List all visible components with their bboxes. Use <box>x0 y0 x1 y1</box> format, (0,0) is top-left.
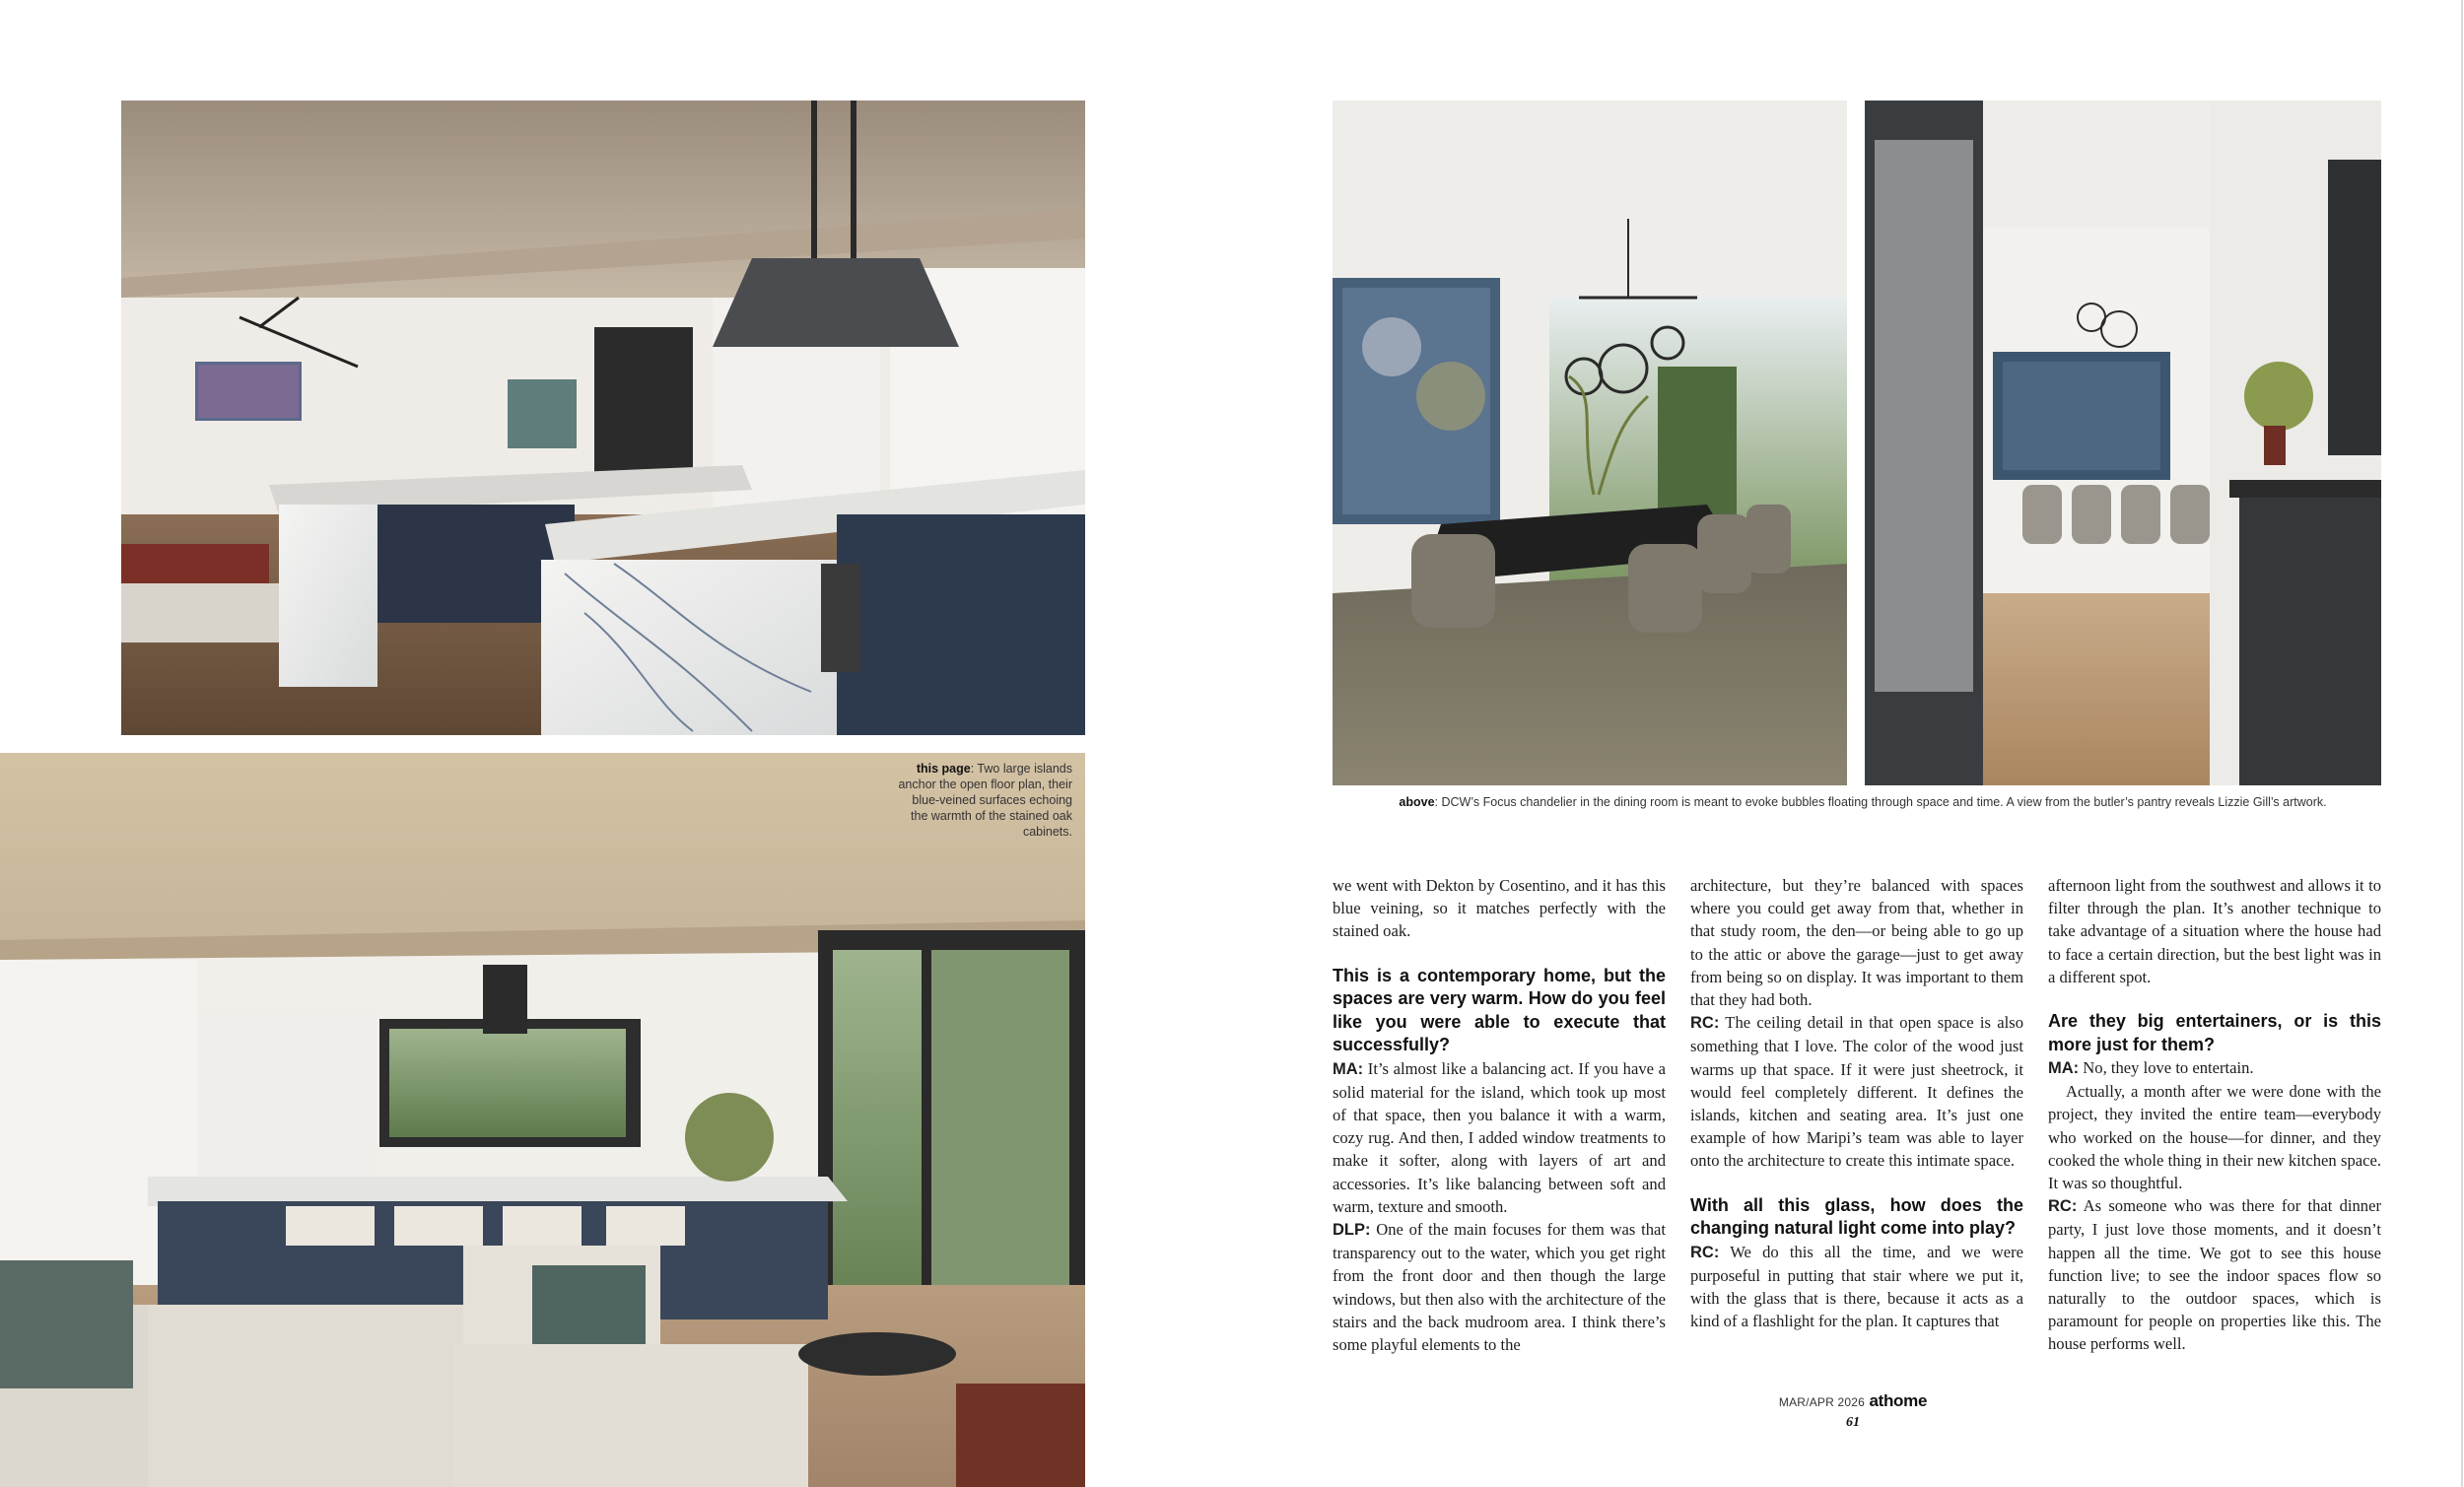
kitchen-islands-photo <box>121 101 1085 735</box>
answer-text: As someone who was there for that dinner party, I just love those moments, and it doesn’t happen all the time. We got to see this house function live; to see the indoor spaces flow so naturally to the outdoor spaces, which is paramount for people on properties like this. The house performs well. <box>2048 1196 2381 1354</box>
speaker-label: MA: <box>1333 1059 1364 1078</box>
answer-paragraph <box>2048 1194 2381 1355</box>
body-paragraph: architecture, but they’re balanced with spaces where you could get away from that, whether in that study room, the den—or being able to go up to the attic or above the garage—just to get away from being so on display. It was important to them that they had both. <box>1690 876 2023 1010</box>
answer-text: We do this all the time, and we were purposeful in putting that stair where we put it, with the glass that is there, because it acts as a kind of a flashlight for the plan. It captures that <box>1690 1242 2023 1331</box>
butlers-pantry-view-photo <box>1865 101 2381 785</box>
speaker-label: DLP: <box>1333 1221 1371 1240</box>
speaker-label: RC: <box>1690 1243 1720 1261</box>
article-column-1 <box>1333 874 1666 1356</box>
interview-question: With all this glass, how does the changing natural light come into play? <box>1690 1194 2023 1239</box>
answer-paragraph <box>2048 1056 2381 1080</box>
photo-caption-this-page <box>892 761 1072 840</box>
speaker-label: RC: <box>1690 1014 1720 1033</box>
answer-text: One of the main focuses for them was that transparency out to the water, which you get right from the front door and then though the large windows, but then also with the architecture of the stairs and the back mudroom area. I think there’s some playful elements to the <box>1333 1220 1666 1355</box>
body-paragraph: Actually, a month after we were done with the project, they invited the entire team—everybody who worked on the house—for dinner, and they cooked the whole thing in their new kitchen space. It was so thoughtful. <box>2048 1082 2381 1193</box>
caption-text: : Two large islands anchor the open floor plan, their blue-veined surfaces echoing the warmth of the stained oak cabinets. <box>898 762 1072 839</box>
answer-paragraph <box>1690 1011 2023 1172</box>
dining-room-photo <box>1333 101 1847 785</box>
issue-date: MAR/APR 2026 <box>1778 1395 1865 1409</box>
speaker-label: RC: <box>2048 1197 2078 1216</box>
interview-question: Are they big entertainers, or is this more just for them? <box>2048 1011 2381 1054</box>
answer-text: The ceiling detail in that open space is also something that I love. The color of the wood just warms up that space. If it were just sheetrock, it would feel completely different. It defines the islands, kitchen and seating area. It’s just one example of how Maripi’s team was able to layer onto the architecture to create this intimate space. <box>1690 1013 2023 1171</box>
answer-text: It’s almost like a balancing act. If you have a solid material for the island, which took up most of that space, then you balance it with a warm, cozy rug. And then, I added window treatments to make it softer, along with layers of art and accessories. It’s like balancing between soft and warm, texture and smooth. <box>1333 1058 1666 1216</box>
answer-text: No, they love to entertain. <box>2079 1058 2254 1078</box>
caption-text: : DCW’s Focus chandelier in the dining room is meant to evoke bubbles floating through space and time. A view from the butler’s pantry reveals Lizzie Gill’s artwork. <box>1434 795 2327 809</box>
page-folio <box>1764 1391 1942 1431</box>
page-number: 61 <box>1846 1415 1860 1430</box>
photo-caption-above <box>1370 794 2356 810</box>
magazine-logo: athome <box>1869 1391 1928 1410</box>
open-plan-living-kitchen-photo <box>0 753 1085 1487</box>
article-column-2 <box>1690 874 2023 1332</box>
answer-paragraph <box>1690 1241 2023 1333</box>
body-paragraph: afternoon light from the southwest and allows it to filter through the plan. It’s another technique to take advantage of a situation where the house had to face a certain direction, but the best light was in a different spot. <box>2048 876 2381 986</box>
page-edge <box>2461 0 2463 1487</box>
caption-label: this page <box>916 762 971 776</box>
body-paragraph: we went with Dekton by Cosentino, and it has this blue veining, so it matches perfectly with the stained oak. <box>1333 876 1666 941</box>
interview-question: This is a contemporary home, but the spaces are very warm. How do you feel like you were able to execute that successfully? <box>1333 965 1666 1055</box>
answer-paragraph <box>1333 1218 1666 1356</box>
speaker-label: MA: <box>2048 1059 2080 1078</box>
caption-label: above <box>1399 795 1435 809</box>
article-column-3 <box>2048 874 2381 1356</box>
answer-paragraph <box>1333 1057 1666 1218</box>
